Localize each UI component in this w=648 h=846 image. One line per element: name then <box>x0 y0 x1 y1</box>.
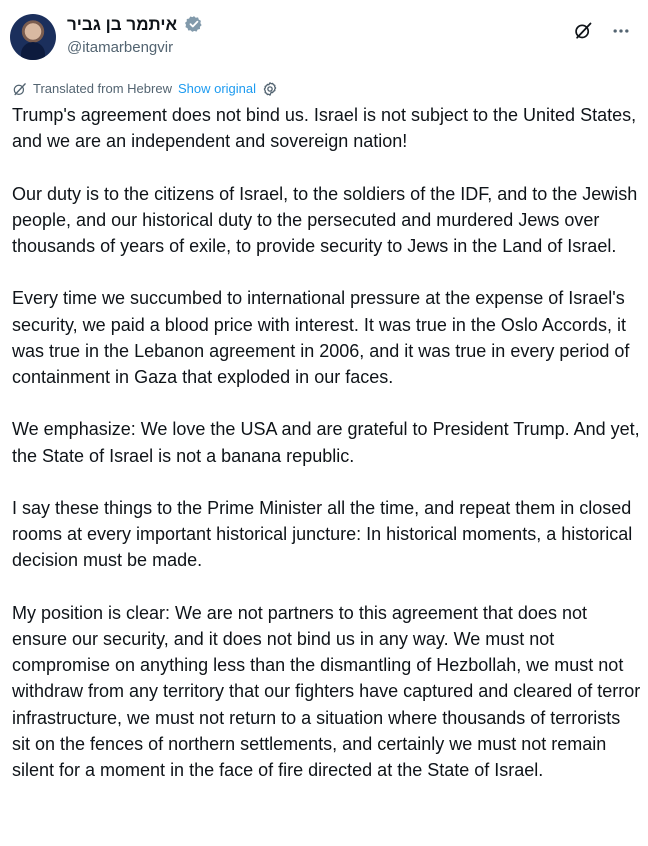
translated-label: Translated from Hebrew <box>33 81 172 96</box>
tweet-header <box>10 14 638 62</box>
display-name[interactable]: איתמר בן גביר <box>67 15 178 34</box>
tweet-paragraph: I say these things to the Prime Minister all the time, and repeat them in closed rooms at every important historical juncture: In historical moments, a historical decision must be made. <box>12 497 633 571</box>
tweet-text <box>12 102 642 783</box>
show-original-link[interactable]: Show original <box>177 81 257 96</box>
tweet-paragraph: Trump's agreement does not bind us. Israel is not subject to the United States, and we are an independent and sovereign nation! <box>12 105 637 152</box>
tweet-paragraph: Our duty is to the citizens of Israel, to the soldiers of the IDF, and to the Jewish people, and our historical duty to the persecuted and murdered Jews over thousands of years of exile, to provide security to Jews in the Land of Israel. <box>12 183 638 256</box>
tweet-paragraph: My position is clear: We are not partners to this agreement that does not ensure our security, and it does not bind us in any way. We must not compromise on anything less than the dismantling of Hezbollah, we must not withdraw from any territory that our fighters have captured and cleared of terror infrastructure, we must not return to a situation where thousands of terrorists sit on the fences of northern settlements, and certainly we must not remain silent for a moment in the face of fire directed at the State of Israel. <box>12 602 641 780</box>
tweet-paragraph: Every time we succumbed to international pressure at the expense of Israel's security, we paid a blood price with interest. It was true in the Oslo Accords, it was true in the Lebanon agreement in 2006, and it was true in every period of containment in Gaza that exploded in our faces. <box>12 288 630 387</box>
more-button[interactable] <box>610 20 632 42</box>
top-actions <box>572 20 632 42</box>
avatar[interactable] <box>10 14 56 60</box>
handle[interactable]: @itamarbengvir <box>67 39 174 56</box>
more-icon <box>611 21 631 41</box>
settings-gear-icon[interactable] <box>262 81 278 97</box>
verified-badge-icon[interactable] <box>185 15 203 33</box>
grok-button[interactable] <box>572 20 594 42</box>
author-block <box>67 14 367 59</box>
tweet-paragraph: We emphasize: We love the USA and are grateful to President Trump. And yet, the State of Israel is not a banana republic. <box>12 419 640 466</box>
translate-icon <box>12 82 27 97</box>
grok-icon <box>573 21 593 41</box>
translation-row <box>12 80 278 98</box>
